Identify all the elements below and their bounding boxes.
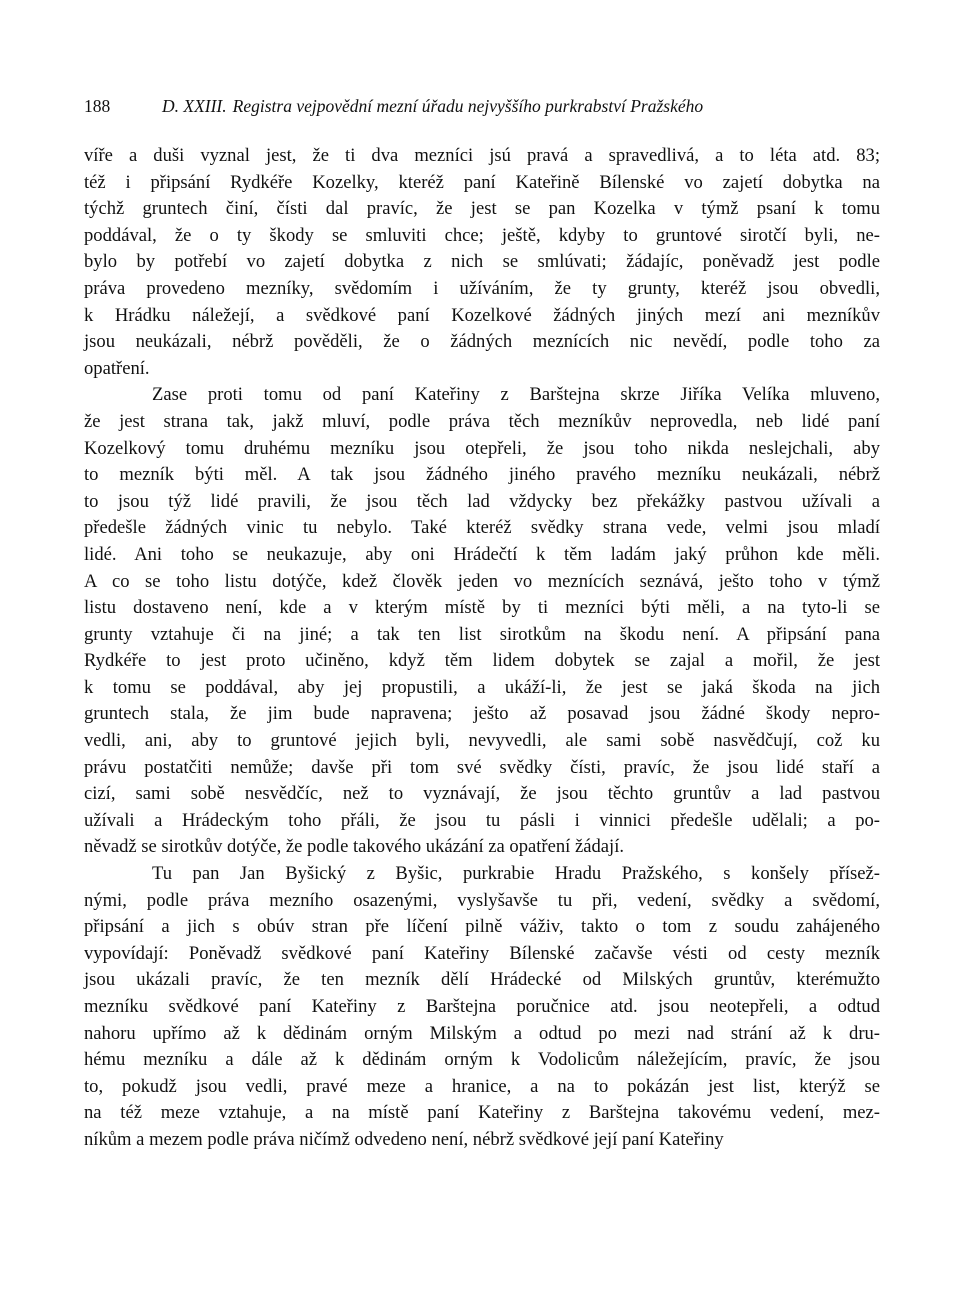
text-line: týchž gruntech činí, čísti dal pravíc, že jest se pan Kozelka v týmž psaní k tomu (84, 198, 880, 220)
text-line: k Hrádku náležejí, a svědkové paní Kozelkové žádných jiných mezí ani mezníkův (84, 304, 880, 326)
chapter-number: D. XXIII. (162, 96, 227, 116)
text-line: mezníku svědkové paní Kateřiny z Barštejna poručnice atd. jsou neotepřeli, a odtud (84, 996, 880, 1017)
text-line: Zase proti tomu od paní Kateřiny z Barštejna skrze Jiříka Velíka mluveno, (152, 384, 880, 406)
running-header (84, 96, 880, 126)
text-line: listu dostaveno není, kde a v kterým místě by ti mezníci býti měli, a na tyto-li se (84, 597, 880, 619)
text-line: právu postatčiti nemůže; davše při tom své svědky čísti, pravíc, že jsou lidé staří a (84, 756, 880, 778)
text-line: že jest strana tak, jakž mluví, podle práva těch mezníkův neprovedla, neb lidé paní (84, 410, 880, 432)
text-line: též i připsání Rydkéře Kozelky, kteréž paní Kateřině Bílenské vo zajetí dobytka na (84, 171, 880, 193)
text-line: práva provedeno mezníky, svědomím i užíváním, že ty grunty, kteréž jsou obvedli, (84, 277, 880, 299)
text-line: gruntech stala, že jim bude napravena; ješto až posavad jsou žádné škody nepro- (84, 703, 880, 725)
text-line: grunty vztahuje či na jiné; a tak ten list sirotkům na škodu není. A připsání pana (84, 623, 880, 645)
text-line: nahoru upřímo až k dědinám orným Milským a odtud po mezi nad strání až k dru- (84, 1022, 880, 1044)
text-line: to jsou týž lidé pravili, že jsou těch lad vždycky bez překážky pastvou užívali a (84, 490, 880, 512)
text-line: opatření. (84, 357, 150, 379)
text-line: k tomu se poddával, aby jej propustili, a ukáží-li, že jest se jaká škoda na jich (84, 676, 880, 698)
text-line: jsou neukázali, nébrž pověděli, že o žádných meznících nic nevědí, podle toho za (84, 331, 880, 353)
paragraph (84, 382, 880, 861)
text-line: A co se toho listu dotýče, kdež člověk jeden vo meznících seznává, ješto toho v týmž (84, 570, 880, 592)
text-line: něvadž se sirotkův dotýče, že podle takového ukázání za opatření žádají. (84, 836, 625, 858)
text-line: připsání a jich s obúv stran pře líčení pilně váživ, takto o tom z soudu zahájeného (84, 916, 880, 938)
text-line: níkům a mezem podle práva ničímž odvedeno není, nébrž svědkové její paní Kateřiny (84, 1128, 724, 1150)
text-line: to mezník býti měl. A tak jsou žádného jiného pravého mezníku neukázali, nébrž (84, 464, 880, 486)
text-line: víře a duši vyznal jest, že ti dva mezníci jsú pravá a spravedlivá, a to léta atd. 83; (84, 145, 880, 166)
text-line: Rydkéře to jest proto učiněno, když těm lidem dobytek se zajal a mořil, že jest (84, 650, 880, 672)
text-line: vypovídají: Poněvadž svědkové paní Kateřiny Bílenské začavše vésti od cesty mezník (84, 942, 880, 964)
document-page (84, 96, 880, 1154)
text-line: předešle žádných vinic tu nebylo. Také kteréž svědky strana vede, velmi jsou mladí (84, 517, 880, 539)
text-line: nými, podle práva mezního osazenými, vyslyšavše tu při, vedení, svědky a svědomí, (84, 889, 880, 911)
text-line: cizí, sami sobě nesvědčíc, než to vyznávají, že jsou těchto gruntův a lad pastvou (84, 783, 880, 805)
page-number: 188 (84, 96, 111, 116)
text-line: bylo by potřebí vo zajetí dobytka z nich se smlúvati; žádajíc, poněvadž jest podle (84, 251, 880, 273)
paragraph (84, 861, 880, 1154)
running-title: Registra vejpovědní mezní úřadu nejvyššího purkrabství Pražského (232, 96, 704, 116)
text-line: na též meze vztahuje, a na místě paní Kateřiny z Barštejna takovému vedení, mez- (84, 1102, 880, 1124)
text-line: lidé. Ani toho se neukazuje, aby oni Hrádečtí k těm ladám jaký průhon kde měli. (84, 543, 880, 565)
text-line: jsou ukázali pravíc, že ten mezník dělí Hrádecké od Milských gruntův, kterémužto (84, 969, 880, 991)
paragraph (84, 143, 880, 382)
text-line: hému mezníku a dále až k dědinám orným k Vodolicům náležejícím, pravíc, že jsou (84, 1049, 880, 1071)
text-line: užívali a Hrádeckým toho přáli, že jsou tu pásli i vinnici předešle udělali; a po- (84, 809, 880, 831)
body-text (84, 143, 880, 1154)
text-line: to, pokudž jsou vedli, pravé meze a hranice, a na to pokázán jest list, kterýž se (84, 1075, 880, 1097)
text-line: Kozelkový tomu druhému mezníku jsou otepřeli, že jsou toho nikda neslejchali, aby (84, 437, 880, 459)
text-line: vedli, ani, aby to gruntové jejich byli, nevyvedli, ale sami sobě nasvědčují, což ku (84, 730, 880, 752)
text-line: poddával, že o ty škody se smluviti chce; ještě, kdyby to gruntové sirotčí byli, ne- (84, 224, 880, 246)
text-line: Tu pan Jan Byšický z Byšic, purkrabie Hradu Pražského, s konšely přísež- (152, 863, 880, 885)
